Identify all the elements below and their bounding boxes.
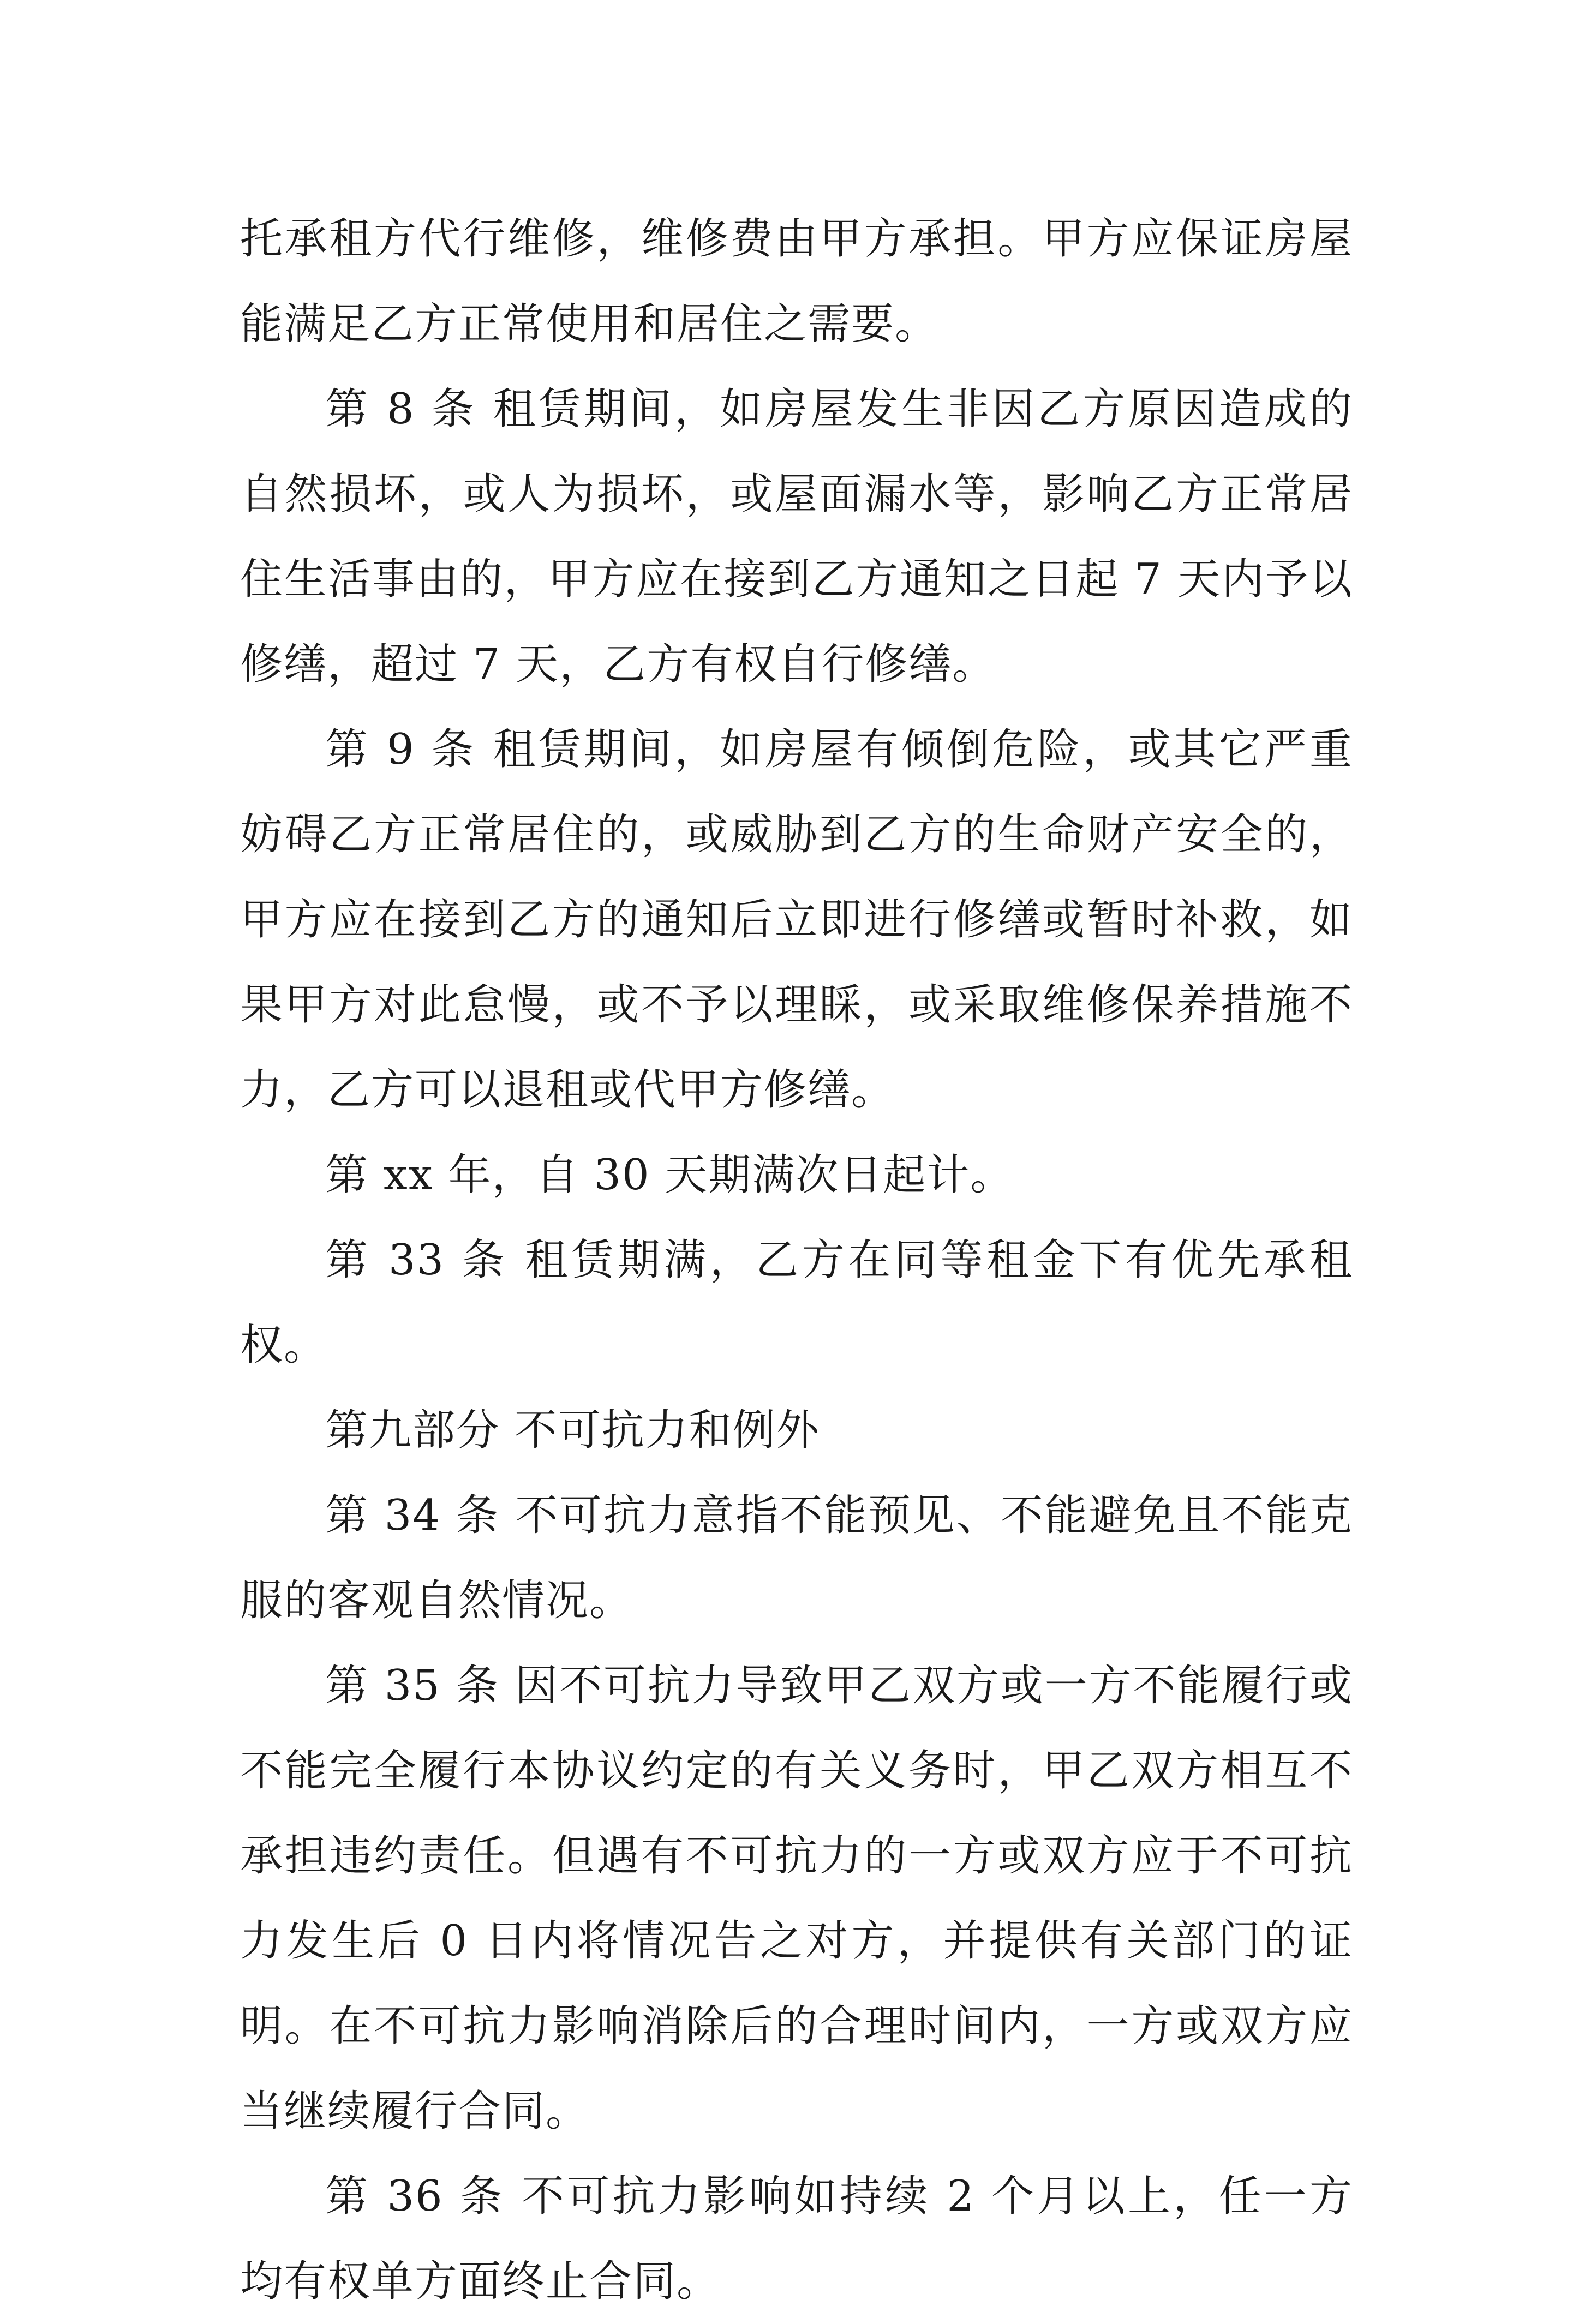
paragraph-term-start: 第 xx 年，自 30 天期满次日起计。 [325,1151,1014,1200]
paragraph-article-33: 第 33 条 租赁期满，乙方在同等租金下有优先承租权。 [240,1236,1353,1370]
paragraph-article-35: 第 35 条 因不可抗力导致甲乙双方或一方不能履行或不能完全履行本协议约定的有关义务时，甲乙双方相互不承担违约责任。但遇有不可抗力的一方或双方应于不可抗力发生后 0 日内将情况告之对方，并提供有关部门的证明。在不可抗力影响消除后的合理时间内，一方或双方应当继续履行合同。 [240,1661,1353,2136]
paragraph-continuation: 托承租方代行维修，维修费由甲方承担。甲方应保证房屋能满足乙方正常使用和居住之需要。 [240,214,1353,349]
document-body [240,196,1353,2324]
paragraph-article-36: 第 36 条 不可抗力影响如持续 2 个月以上，任一方均有权单方面终止合同。 [240,2172,1353,2306]
paragraph-article-8: 第 8 条 租赁期间，如房屋发生非因乙方原因造成的自然损坏，或人为损坏，或屋面漏水等，影响乙方正常居住生活事由的，甲方应在接到乙方通知之日起 7 天内予以修缮，超过 7 天，乙方有权自行修缮。 [240,385,1353,689]
paragraph-article-9: 第 9 条 租赁期间，如房屋有倾倒危险，或其它严重妨碍乙方正常居住的，或威胁到乙方的生命财产安全的，甲方应在接到乙方的通知后立即进行修缮或暂时补救，如果甲方对此怠慢，或不予以理睬，或采取维修保养措施不力，乙方可以退租或代甲方修缮。 [240,725,1353,1115]
paragraph-article-34: 第 34 条 不可抗力意指不能预见、不能避免且不能克服的客观自然情况。 [240,1491,1353,1625]
section-heading-part-9: 第九部分 不可抗力和例外 [325,1406,820,1455]
